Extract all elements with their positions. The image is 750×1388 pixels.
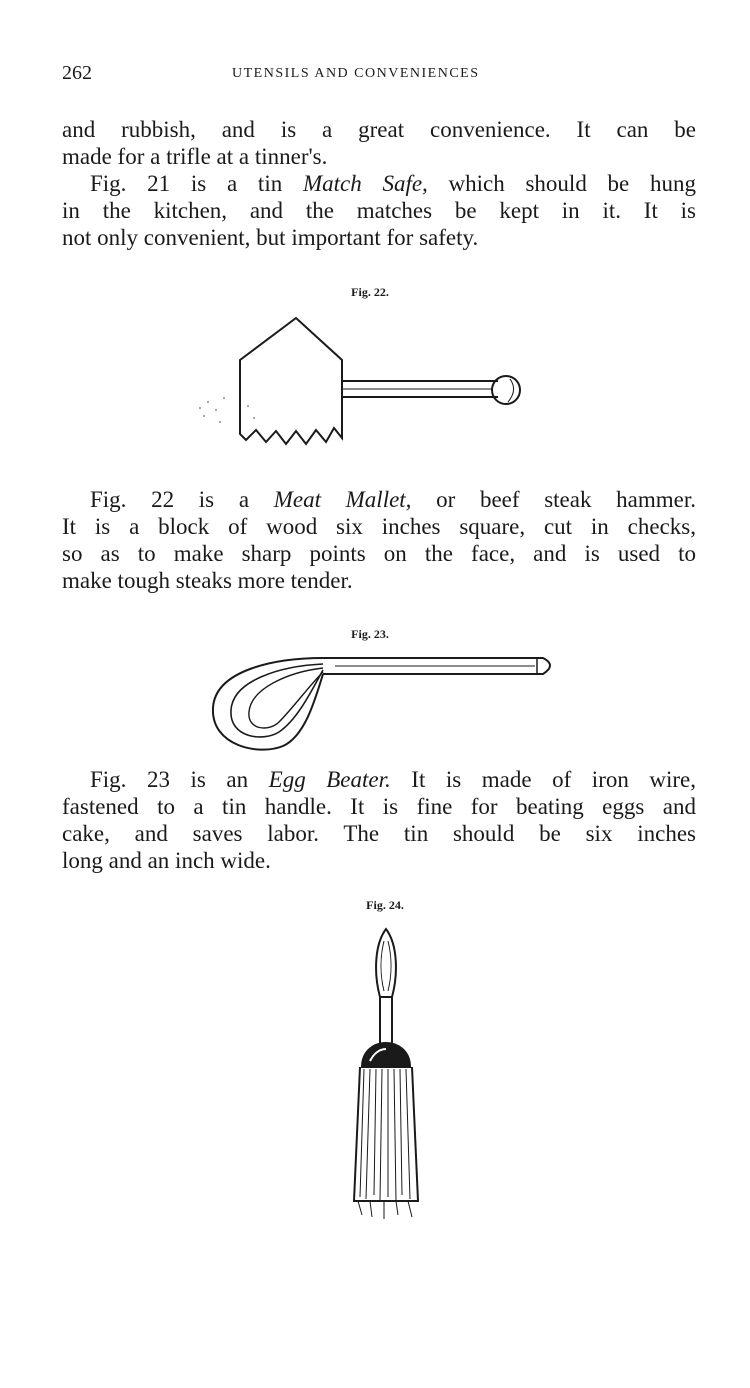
text-line [62,486,696,513]
brush-handle-grip [376,929,396,997]
brush-ferrule [362,1043,410,1067]
text-line: cake, and saves labor. The tin should be six inches [62,821,696,846]
text-line: not only convenient, but important for safety. [62,225,479,250]
mallet-head [240,318,342,444]
text-run: which should be hung [427,171,696,196]
text-line: It is a block of wood six inches square, cut in checks, [62,514,696,539]
meat-mallet-illustration [230,310,530,460]
mallet-head-speckle [199,397,255,423]
text-run: Fig. 23 is an [90,767,269,792]
figure-caption-22: Fig. 22. [351,285,389,299]
brush-grip-shade [381,941,384,991]
text-line: fastened to a tin handle. It is fine for beating eggs and [62,794,696,819]
figure-caption-23: Fig. 23. [351,627,389,641]
text-line: made for a trifle at a tinner's. [62,144,328,169]
text-run: It is made of iron wire, [390,767,697,792]
page-header [62,62,696,86]
text-line: make tough steaks more tender. [62,568,353,593]
mallet-handle-knob [492,376,520,404]
page-number: 262 [62,62,92,84]
brush-grip-shade [388,941,391,991]
paragraph-match-safe [62,170,696,251]
term-egg-beater: Egg Beater. [268,767,391,792]
text-line: so as to make sharp points on the face, and is used to [62,541,696,566]
beater-wire-middle [231,664,323,737]
term-meat-mallet: Meat Mallet, [273,487,412,512]
brush-illustration [340,925,440,1225]
figure-caption-24: Fig. 24. [366,898,404,912]
paragraph-rubbish [62,116,696,170]
running-title: UTENSILS AND CONVENIENCES [232,66,480,81]
paragraph-egg-beater [62,766,696,874]
egg-beater-illustration [205,650,575,760]
text-line [62,766,696,793]
text-line: long and an inch wide. [62,848,271,873]
text-line [62,170,696,197]
text-line: in the kitchen, and the matches be kept in it. It is [62,198,696,223]
text-run: or beef steak hammer. [411,487,696,512]
paragraph-meat-mallet [62,486,696,594]
text-line: and rubbish, and is a great convenience. It can be [62,117,696,142]
brush-bristle-strands [358,1069,412,1219]
text-run: Fig. 22 is a [90,487,274,512]
term-match-safe: Match Safe, [302,171,428,196]
mallet-knob-shade [508,379,514,402]
text-run: Fig. 21 is a tin [90,171,303,196]
